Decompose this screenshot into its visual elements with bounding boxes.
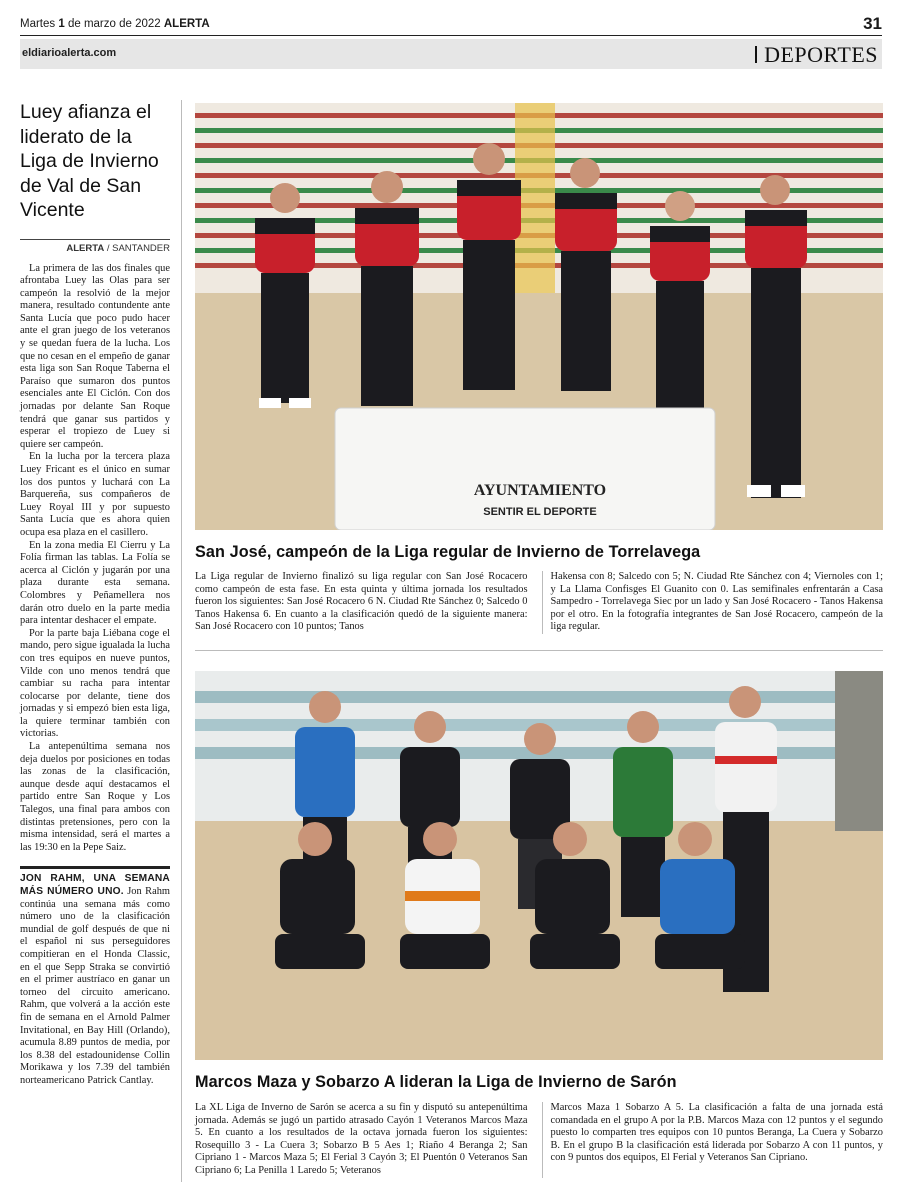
story2-col1: La XL Liga de Inverno de Sarón se acerca a su fin y disputó su antepenúltima jornada. Además se jugó un partido atrasado Cayón 1 Veteranos Marcos Maza 5. En cuanto a los resultados de la octava jornada fueron los siguientes: Rosequillo 3 - La Cuera 3; Sobarzo B 5 Aes 1; Riaño 4 Beranga 2; San Cipriano 1 - Marcos Maza 5; El Ferial 3 Cayón 3; El Puentón 0 Veteranos San Cipriano 6; La Penilla 1 Laredo 5; Veteranos [195, 1102, 528, 1176]
banner-text: AYUNTAMIENTO [473, 482, 607, 499]
story2-headline: Marcos Maza y Sobarzo A lideran la Liga de Invierno de Sarón [195, 1073, 677, 1091]
paragraph: En la zona media El Cierru y La Folía firman las tablas. La Folía se acerca al Ciclón y jugarán por una plaza durante esta semana. Colombres y Peñamellera nos darán otro duelo en la parte media para intentar deshacer el empate. [20, 539, 170, 627]
column-divider [181, 100, 182, 1182]
left-article-body [20, 263, 170, 855]
date-month-year: de marzo de 2022 [67, 18, 161, 30]
banner-slogan: SENTIR EL DEPORTE [483, 506, 597, 518]
photo-illustration [195, 103, 883, 530]
sponsor-banner [335, 408, 715, 530]
brand-name: ALERTA [163, 18, 210, 30]
paragraph: En la lucha por la tercera plaza Luey Fricant es el único en sumar los dos puntos y luchará con La Barquereña, sus compañeros de Luey Royal III y por supuesto Santa Lucía que es ahora quien ocupa esa plaza en el casillero. [20, 451, 170, 538]
story2-col2: Marcos Maza 1 Sobarzo A 5. La clasificación a falta de una jornada está comandada en el grupo A por la P.B. Marcos Maza con 12 puntos y el segundo puesto lo comparten tres equipos con 10 puntos Beranga, La Cuera y Sobarzo B. En el grupo B la clasificación está liderada por Sobarzo A con 11 puntos, y con 9 puntos dos equipos, El Ferial y Veteranos San Cipriano. [542, 1102, 884, 1178]
site-url[interactable]: eldiarioalerta.com [22, 47, 117, 59]
brief-kicker: JON RAHM, UNA SEMANA MÁS NÚMERO UNO. [20, 873, 170, 897]
paragraph: La antepenúltima semana nos deja duelos por posiciones en todas las zonas de la clasificación, aunque desde aquí destacamos el partido entre San Roque y Los Talegos, una final para ambos con distintas pretensiones, pero con la misma intensidad, será el martes a las 19:30 en la Pepe Saiz. [20, 741, 170, 853]
story1-col2: Hakensa con 8; Salcedo con 5; N. Ciudad Rte Sánchez con 4; Viernoles con 1; y La Llama Confisges El Guanito con 0. Las semifinales enfrentarán a Casa Sampedro - Torrelavega Siec por un lado y San José Rocacero - Tanos Hakensa por el otro. En la fotografía integrantes de San José Rocacero, campeón de la liga regular. [542, 571, 884, 634]
paragraph: Por la parte baja Liébana coge el mando, pero sigue igualada la lucha con tres equipos en nueve puntos, Vilde con uno menos tendrá que cambiar su racha para intentar colocarse por delante, tiene dos jornadas y si empezó bien esta liga, la quiere terminar también con victorias. [20, 627, 170, 740]
page-number: 31 [863, 14, 882, 33]
paragraph: La primera de las dos finales que afrontaba Luey las Olas para ser campeón la resolvió de la mejor manera, resultado contundente ante Santa Lucía que poco pudo hacer ante el gran juego de los veteranos y se quedan fuera de la lucha. Los que no cesan en el empeño de ganar esta liga son San Roque Taberna el Paraíso que sumaron dos puntos esenciales ante El Ciclón. Con dos jornadas por delante San Roque tendrá que ganar sus partidos y esperar el tropiezo de Luey si quiere ser campeón. [20, 262, 170, 450]
team-photo-saron [195, 671, 883, 1060]
section-bar [20, 39, 882, 69]
date-weekday: Martes [20, 18, 56, 30]
story1-body [195, 571, 883, 634]
date-day: 1 [58, 18, 65, 30]
story2-body [195, 1102, 883, 1178]
section-title: DEPORTES [755, 42, 878, 68]
byline [20, 239, 170, 254]
story1-col1: La Liga regular de Invierno finalizó su liga regular con San José Rocacero como campeón de esta fase. En esta quinta y última jornada los resultados fueron los siguientes: San José Rocacero 6 N. Ciudad Rte Sánchez 0; Salcedo 0 Tanos Hakensa 6. En cuanto a la clasificación quedó de la siguiente manera: San José Rocacero con 10 puntos; Tanos [195, 571, 528, 633]
team-photo-san-jose [195, 103, 883, 530]
byline-place: / SANTANDER [106, 242, 170, 254]
news-brief [20, 866, 170, 1087]
photo-illustration [195, 671, 883, 1060]
page-header [20, 14, 882, 36]
story-divider [195, 650, 883, 651]
brief-text: Jon Rahm continúa una semana más como número uno de la clasificación mundial de golf después de que ni el español ni sus perseguidores compitieran en el Honda Classic, en el que Sepp Straka se convirtió en el primer austríaco en ganar un torneo del circuito americano. Rahm, que volverá a la acción este fin de semana en el Arnold Palmer Invitational, en Bay Hill (Orlando), acumula 8.89 puntos de media, por los 8.38 del estadounidense Collin Morikawa y los 7.39 del también norteamericano Patrick Cantlay. [20, 886, 170, 1086]
left-article [20, 100, 170, 1088]
left-headline: Luey afianza el liderato de la Liga de Invierno de Val de San Vicente [20, 101, 159, 221]
story1-headline: San José, campeón de la Liga regular de Invierno de Torrelavega [195, 543, 701, 561]
byline-outlet: ALERTA [66, 242, 105, 254]
issue-date [20, 18, 210, 30]
